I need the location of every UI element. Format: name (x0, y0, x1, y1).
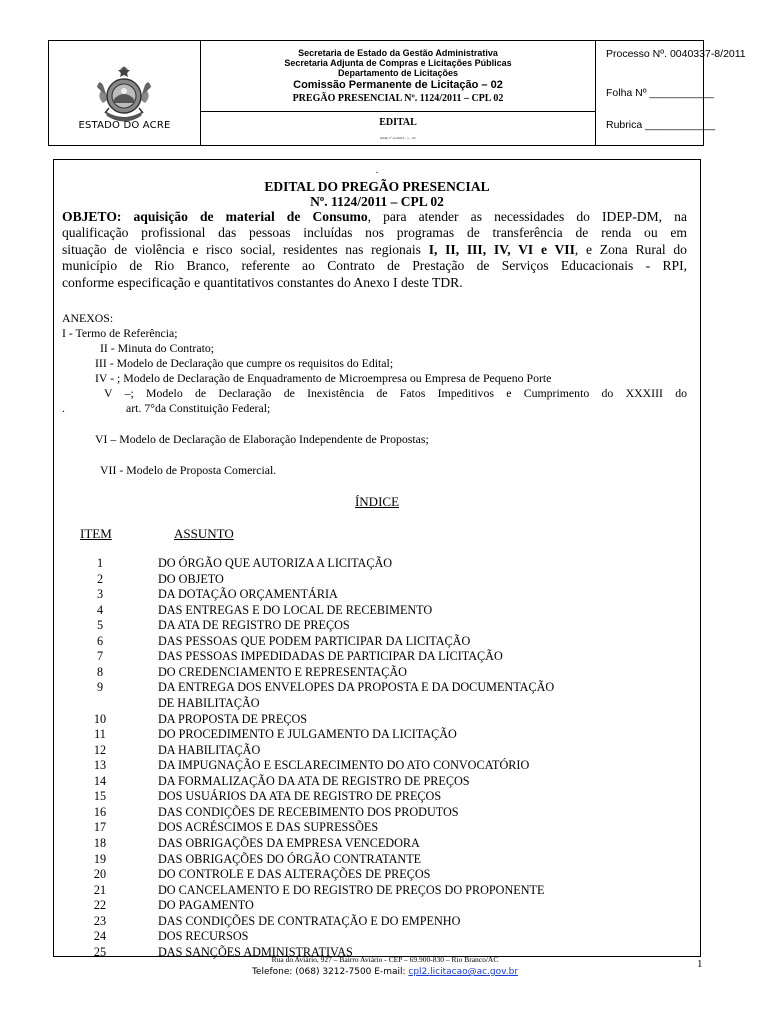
index-item-subject: DOS USUÁRIOS DA ATA DE REGISTRO DE PREÇOS (158, 789, 442, 804)
sheet-number: Folha Nº ___________ (606, 87, 714, 99)
header-process-cell (596, 41, 746, 145)
objeto-text-1: , para atender as necessidades do IDEP-DM, na (367, 209, 687, 224)
anexo-item: VII - Modelo de Proposta Comercial. (100, 463, 277, 477)
index-title: ÍNDICE (354, 494, 400, 509)
index-item-number: 7 (96, 649, 104, 664)
index-item-subject: DAS ENTREGAS E DO LOCAL DE RECEBIMENTO (158, 602, 433, 617)
index-item-number: 5 (96, 618, 104, 633)
header-logo-cell (49, 41, 201, 145)
objeto-regions: I, II, III, IV, VI e VII (428, 241, 575, 257)
anexo-item: IV - ; Modelo de Declaração de Enquadramento de Microempresa ou Empresa de Pequeno Porte (95, 371, 552, 385)
header-title-cell (201, 41, 596, 145)
document-header (48, 40, 746, 146)
header-tiny-text: Edital nº xxx/2011 – x – 02 (380, 136, 416, 140)
index-item-number: 21 (93, 882, 107, 897)
state-label: ESTADO DO ACRE (78, 120, 171, 131)
index-item-subject: DA IMPUGNAÇÃO E ESCLARECIMENTO DO ATO CONVOCATÓRIO (158, 758, 530, 773)
index-item-number: 8 (96, 664, 104, 679)
index-item-subject: DO CANCELAMENTO E DO REGISTRO DE PREÇOS DO PROPONENTE (158, 882, 545, 897)
index-item-subject: DAS OBRIGAÇÕES DO ÓRGÃO CONTRATANTE (158, 851, 422, 866)
initials-field: Rubrica ____________ (606, 119, 716, 131)
objeto-paragraph (62, 209, 687, 291)
objeto-text-3a: situação de violência e risco social, residentes nas regionais (62, 241, 429, 257)
index-item-subject: DAS CONDIÇÕES DE RECEBIMENTO DOS PRODUTOS (158, 804, 459, 819)
objeto-text-3c: , e Zona Rural do (574, 241, 687, 257)
anexos-title: ANEXOS: (62, 311, 114, 325)
index-item-subject: DA ENTREGA DOS ENVELOPES DA PROPOSTA E DA DOCUMENTAÇÃO (158, 680, 555, 695)
document-number: Nº. 1124/2011 – CPL 02 (310, 194, 444, 209)
index-item-number: 4 (96, 602, 104, 617)
anexo-item: III - Modelo de Declaração que cumpre os requisitos do Edital; (95, 356, 394, 370)
document-title: EDITAL DO PREGÃO PRESENCIAL (264, 179, 490, 194)
index-item-number: 2 (96, 571, 104, 586)
index-item-number: 13 (93, 758, 107, 773)
index-item-number: 6 (96, 633, 104, 648)
footer-email-link[interactable]: cpl2.licitacao@ac.gov.br (408, 967, 519, 977)
index-item-subject: DA PROPOSTA DE PREÇOS (158, 711, 308, 726)
index-item-subject: DA DOTAÇÃO ORÇAMENTÁRIA (158, 587, 338, 602)
index-item-subject: DO CREDENCIAMENTO E REPRESENTAÇÃO (158, 664, 407, 679)
index-item-subject: DAS OBRIGAÇÕES DA EMPRESA VENCEDORA (158, 835, 420, 850)
index-item-number: 16 (93, 804, 107, 819)
anexo-item: V –; Modelo de Declaração de Inexistência de Fatos Impeditivos e Cumprimento do XXXIII do (104, 386, 687, 400)
footer-contact (0, 967, 770, 978)
index-item-number: 14 (93, 773, 107, 788)
objeto-text-4: município de Rio Branco, referente ao Contrato de Prestação de Serviços Educacionais - RPI, (62, 258, 687, 274)
index-item-number: 10 (93, 711, 107, 726)
index-item-subject: DA ATA DE REGISTRO DE PREÇOS (158, 618, 350, 633)
header-edital: EDITAL (379, 117, 417, 128)
objeto-text-2: qualificação profissional das pessoas incluídas nos programas de transferência de renda ou em (62, 225, 687, 241)
anexo-item-continuation: art. 7°da Constituição Federal; (126, 401, 271, 415)
index-item-subject: DAS PESSOAS QUE PODEM PARTICIPAR DA LICITAÇÃO (158, 633, 471, 648)
index-item-subject: DO ÓRGÃO QUE AUTORIZA A LICITAÇÃO (158, 556, 393, 570)
index-item-number: 18 (93, 835, 107, 850)
index-item-number: 24 (93, 929, 107, 944)
index-item-number: 19 (93, 851, 107, 866)
anexo-dot: . (62, 401, 65, 415)
header-adjunct-secretariat: Secretaria Adjunta de Compras e Licitações Públicas (284, 58, 512, 68)
footer-address: Rua do Aviário, 927 – Bairro Aviário - CEP – 69.900-830 – Rio Branco/AC (271, 955, 499, 964)
index-item-number: 22 (93, 898, 107, 913)
index-item-number: 17 (93, 820, 107, 835)
index-item-subject: DAS CONDIÇÕES DE CONTRATAÇÃO E DO EMPENHO (158, 913, 461, 928)
top-dot: . (375, 165, 379, 176)
anexo-item: VI – Modelo de Declaração de Elaboração Independente de Propostas; (95, 432, 429, 446)
header-divider (201, 111, 595, 112)
objeto-text-5: conforme especificação e quantitativos constantes do Anexo I deste TDR. (62, 274, 463, 290)
index-item-subject: DO OBJETO (158, 571, 224, 586)
header-secretariat: Secretaria de Estado da Gestão Administrativa (298, 48, 498, 58)
index-item-number: 15 (93, 789, 107, 804)
footer-phone: Telefone: (068) 3212-7500 E-mail: (251, 967, 409, 977)
column-header-item: ITEM (80, 526, 112, 541)
index-item-number: 11 (94, 727, 106, 741)
index-item-subject: DO PAGAMENTO (158, 898, 254, 913)
index-item-number: 9 (96, 680, 104, 695)
objeto-label: OBJETO: aquisição de material de Consumo (62, 209, 368, 224)
index-item-number: 25 (93, 944, 107, 959)
index-item-subject: DA HABILITAÇÃO (158, 742, 261, 757)
header-department: Departamento de Licitações (337, 68, 459, 78)
process-number: Processo Nº. 0040337-8/2011 (606, 48, 746, 60)
index-item-number: 20 (93, 867, 107, 881)
index-item-subject: DAS PESSOAS IMPEDIDADAS DE PARTICIPAR DA LICITAÇÃO (158, 649, 503, 664)
anexo-item: II - Minuta do Contrato; (100, 341, 215, 355)
index-item-subject: DE HABILITAÇÃO (158, 696, 260, 710)
index-item-subject: DOS ACRÉSCIMOS E DAS SUPRESSÕES (158, 820, 379, 835)
index-item-number: 23 (93, 913, 107, 928)
page-number: 1 (697, 958, 703, 970)
index-item-subject: DO CONTROLE E DAS ALTERAÇÕES DE PREÇOS (158, 867, 431, 881)
anexo-item: I - Termo de Referência; (62, 326, 178, 340)
index-item-subject: DAS SANÇÕES ADMINISTRATIVAS (158, 944, 353, 959)
index-item-number: 3 (96, 587, 104, 602)
index-item-number: 12 (93, 742, 107, 757)
index-item-number: 1 (96, 556, 104, 570)
column-header-subject: ASSUNTO (174, 526, 234, 541)
index-item-subject: DOS RECURSOS (158, 929, 249, 944)
index-item-subject: DO PROCEDIMENTO E JULGAMENTO DA LICITAÇÃO (158, 727, 457, 741)
index-item-subject: DA FORMALIZAÇÃO DA ATA DE REGISTRO DE PREÇOS (158, 773, 470, 788)
header-commission: Comissão Permanente de Licitação – 02 (293, 79, 503, 91)
header-auction-number: PREGÃO PRESENCIAL Nº. 1124/2011 – CPL 02 (292, 93, 504, 104)
